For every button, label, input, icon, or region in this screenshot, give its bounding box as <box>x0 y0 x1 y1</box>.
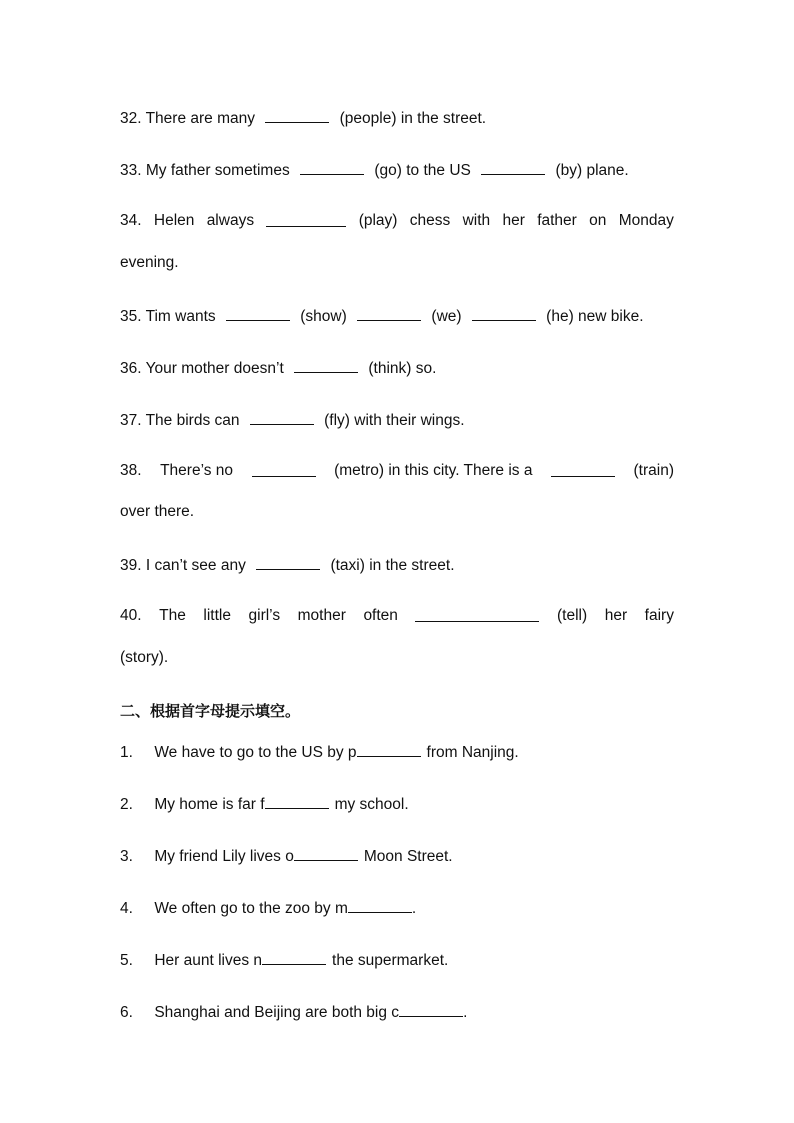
question-text: Tim wants <box>145 308 216 325</box>
item-text: my school. <box>334 796 409 813</box>
answer-blank[interactable] <box>481 159 545 175</box>
answer-blank[interactable] <box>399 1001 463 1017</box>
question-34-continued <box>120 253 179 273</box>
answer-blank[interactable] <box>294 845 358 861</box>
question-36 <box>120 357 436 379</box>
answer-blank[interactable] <box>300 159 364 175</box>
question-37 <box>120 409 465 431</box>
question-text: There’s no <box>160 462 234 479</box>
question-32 <box>120 107 486 129</box>
answer-blank[interactable] <box>357 741 421 757</box>
question-word: often <box>363 607 398 624</box>
question-text: over there. <box>120 503 195 520</box>
question-number: 37. <box>120 412 142 429</box>
question-text: I can’t see any <box>145 557 246 574</box>
answer-blank[interactable] <box>262 949 326 965</box>
question-text: evening. <box>120 254 179 271</box>
fill-item-3 <box>120 845 453 867</box>
question-word: The <box>159 607 186 624</box>
item-text: . <box>463 1004 468 1021</box>
question-word: (play) <box>358 212 398 229</box>
item-number: 1. <box>120 744 133 761</box>
answer-blank[interactable] <box>250 409 314 425</box>
question-text: (show) <box>300 308 347 325</box>
fill-item-1 <box>120 741 519 763</box>
question-35 <box>120 305 644 327</box>
question-text: (story). <box>120 649 169 666</box>
question-number: 32. <box>120 110 142 127</box>
question-word: mother <box>297 607 346 624</box>
question-text: My father sometimes <box>145 162 290 179</box>
question-word: Monday <box>618 212 674 229</box>
answer-blank[interactable] <box>226 305 290 321</box>
item-text: the supermarket. <box>332 952 449 969</box>
answer-blank[interactable] <box>472 305 536 321</box>
item-text: from Nanjing. <box>426 744 519 761</box>
question-39 <box>120 554 455 576</box>
question-word: father <box>537 212 577 229</box>
answer-blank[interactable] <box>348 897 412 913</box>
question-40-continued <box>120 648 168 668</box>
question-text: (by) plane. <box>555 162 629 179</box>
question-word: her <box>604 607 628 624</box>
question-word: with <box>462 212 491 229</box>
question-text: (taxi) in the street. <box>330 557 455 574</box>
item-text: . <box>411 900 417 917</box>
item-text: Moon Street. <box>363 848 453 865</box>
item-number: 6. <box>120 1004 133 1021</box>
answer-blank[interactable] <box>265 107 329 123</box>
answer-blank[interactable] <box>252 461 316 477</box>
item-text: We often go to the zoo by m <box>154 900 348 917</box>
question-33 <box>120 159 629 181</box>
item-text: My home is far f <box>154 796 265 813</box>
question-word: fairy <box>644 607 674 624</box>
fill-item-5 <box>120 949 448 971</box>
question-text: Your mother doesn’t <box>145 360 284 377</box>
question-word: (tell) <box>557 607 588 624</box>
item-text: Her aunt lives n <box>154 952 263 969</box>
fill-item-6 <box>120 1001 467 1023</box>
item-text: My friend Lily lives o <box>154 848 294 865</box>
question-word: girl’s <box>248 607 281 624</box>
question-number: 33. <box>120 162 142 179</box>
question-text: There are many <box>145 110 256 127</box>
answer-blank[interactable] <box>415 606 539 622</box>
section-heading: 二、根据首字母提示填空。 <box>120 702 301 720</box>
question-number: 35. <box>120 308 142 325</box>
answer-blank[interactable] <box>294 357 358 373</box>
question-text: (train) <box>633 462 674 479</box>
question-word: on <box>589 212 607 229</box>
item-number: 5. <box>120 952 133 969</box>
question-34 <box>120 211 674 231</box>
question-word: chess <box>409 212 451 229</box>
question-40 <box>120 606 674 626</box>
question-word: her <box>502 212 525 229</box>
answer-blank[interactable] <box>256 554 320 570</box>
question-word: little <box>203 607 231 624</box>
answer-blank[interactable] <box>357 305 421 321</box>
question-text: (metro) in this city. There is a <box>334 462 533 479</box>
question-text: (fly) with their wings. <box>324 412 465 429</box>
question-text: (we) <box>431 308 462 325</box>
item-number: 4. <box>120 900 133 917</box>
fill-item-4 <box>120 897 416 919</box>
question-number: 34. <box>120 212 142 229</box>
answer-blank[interactable] <box>265 793 329 809</box>
question-38 <box>120 461 674 481</box>
question-text: (people) in the street. <box>339 110 487 127</box>
question-word: always <box>206 212 255 229</box>
answer-blank[interactable] <box>551 461 615 477</box>
question-number: 36. <box>120 360 142 377</box>
question-text: (go) to the US <box>374 162 471 179</box>
question-text: The birds can <box>145 412 240 429</box>
question-text: (think) so. <box>368 360 437 377</box>
fill-item-2 <box>120 793 409 815</box>
question-number: 38. <box>120 462 142 479</box>
question-number: 40. <box>120 607 142 624</box>
question-word: Helen <box>153 212 195 229</box>
answer-blank[interactable] <box>266 211 346 227</box>
item-number: 3. <box>120 848 133 865</box>
item-text: We have to go to the US by p <box>154 744 357 761</box>
question-38-continued <box>120 502 194 522</box>
item-number: 2. <box>120 796 133 813</box>
question-text: (he) new bike. <box>546 308 644 325</box>
question-number: 39. <box>120 557 142 574</box>
item-text: Shanghai and Beijing are both big c <box>154 1004 400 1021</box>
